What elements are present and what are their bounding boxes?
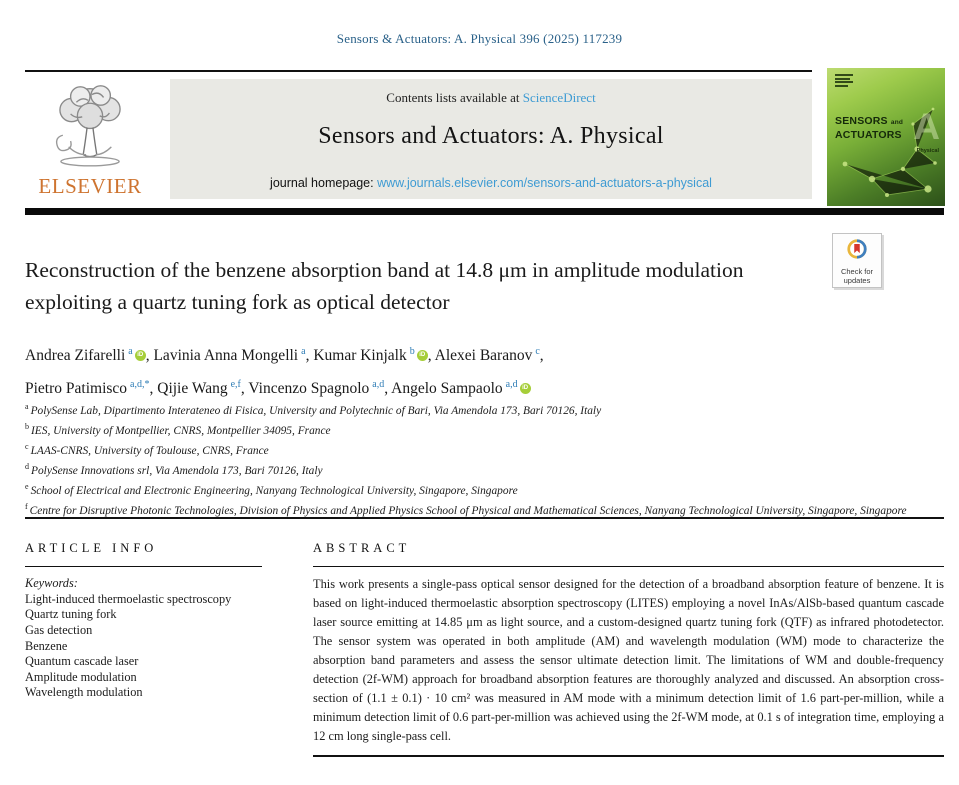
author-affiliation-marker: a bbox=[301, 346, 306, 357]
author-name: Vincenzo Spagnolo bbox=[248, 380, 370, 398]
contents-line bbox=[386, 90, 595, 106]
author-list bbox=[25, 337, 825, 403]
abstract-section bbox=[313, 541, 944, 757]
keyword: Light-induced thermoelastic spectroscopy bbox=[25, 591, 232, 606]
cover-title-line2: ACTUATORS bbox=[835, 129, 902, 141]
info-abstract-section bbox=[25, 541, 944, 757]
author-name: Angelo Sampaolo bbox=[391, 380, 503, 398]
author bbox=[157, 380, 248, 397]
cover-title bbox=[835, 115, 903, 142]
affiliation bbox=[25, 479, 937, 499]
affiliation bbox=[25, 499, 937, 519]
affiliation-text: IES, University of Montpellier, CNRS, Montpellier 34095, France bbox=[31, 424, 331, 437]
journal-title: Sensors and Actuators: A. Physical bbox=[318, 123, 664, 149]
journal-banner bbox=[170, 79, 812, 199]
author-separator: , bbox=[384, 380, 392, 398]
abstract-bottom-rule bbox=[313, 755, 944, 756]
orcid-icon[interactable]: iD bbox=[417, 350, 428, 361]
crossmark-icon bbox=[846, 238, 868, 260]
affiliation-text: Centre for Disruptive Photonic Technologies, Division of Physics and Applied Physics School of Physical and Mathematical Sciences, Nanyang Technological University, Singapore, Singapore bbox=[29, 504, 907, 517]
author-affiliation-marker: c bbox=[535, 346, 540, 357]
article-info-section bbox=[25, 541, 262, 757]
author-name: Qijie Wang bbox=[157, 380, 228, 398]
affiliation bbox=[25, 419, 937, 439]
journal-header bbox=[25, 79, 812, 199]
author-separator: , bbox=[305, 347, 314, 365]
affiliation bbox=[25, 439, 937, 459]
author-affiliation-marker: e,f bbox=[230, 379, 241, 391]
keyword: Quantum cascade laser bbox=[25, 654, 139, 669]
affiliation-text: LAAS-CNRS, University of Toulouse, CNRS, France bbox=[30, 444, 269, 457]
affiliation-text: School of Electrical and Electronic Engineering, Nanyang Technological University, Singapore, Singapore bbox=[30, 484, 518, 497]
cover-subtitle: Physical bbox=[916, 148, 939, 154]
header-top-rule bbox=[25, 70, 812, 72]
orcid-icon[interactable]: iD bbox=[520, 383, 531, 394]
author-separator: , bbox=[427, 347, 435, 365]
elsevier-wordmark: ELSEVIER bbox=[38, 174, 142, 198]
author-separator: , bbox=[149, 380, 158, 398]
orcid-icon[interactable]: iD bbox=[135, 350, 146, 361]
cover-title-line1: SENSORS bbox=[835, 115, 888, 127]
header-divider-bar bbox=[25, 208, 944, 215]
author-name: Pietro Patimisco bbox=[25, 380, 128, 398]
section-top-rule bbox=[25, 517, 944, 519]
author-name: Alexei Baranov bbox=[434, 347, 533, 365]
affiliation bbox=[25, 459, 937, 479]
author-affiliation-marker: b bbox=[409, 346, 415, 357]
affiliation-marker: c bbox=[25, 442, 29, 451]
author bbox=[313, 347, 434, 364]
cover-letter-a: A bbox=[913, 106, 940, 147]
author bbox=[248, 380, 391, 397]
keyword: Amplitude modulation bbox=[25, 669, 137, 684]
author bbox=[25, 380, 157, 397]
author-separator: , bbox=[145, 347, 154, 365]
author bbox=[153, 347, 313, 364]
abstract-heading: ABSTRACT bbox=[313, 541, 411, 555]
author bbox=[435, 347, 544, 364]
affiliation-marker: d bbox=[25, 462, 29, 471]
author-separator: , bbox=[240, 380, 249, 398]
keyword: Wavelength modulation bbox=[25, 685, 143, 700]
author-separator: , bbox=[539, 347, 544, 365]
check-for-updates-badge[interactable] bbox=[832, 233, 882, 288]
badge-label: Check for updates bbox=[840, 267, 874, 285]
keyword: Benzene bbox=[25, 638, 68, 653]
affiliation-list bbox=[25, 399, 937, 519]
authors-line-1 bbox=[25, 337, 825, 370]
affiliation-text: PolySense Lab, Dipartimento Interateneo di Fisica, University and Polytechnic of Bari, Via Amendola 173, Bari 70126, Italy bbox=[30, 404, 602, 417]
affiliation bbox=[25, 399, 937, 419]
author-affiliation-marker: a,d bbox=[505, 379, 518, 391]
homepage-line bbox=[270, 176, 712, 190]
abstract-top-rule bbox=[313, 566, 944, 567]
cover-issn-block bbox=[835, 74, 853, 88]
author bbox=[25, 347, 153, 364]
affiliation-marker: f bbox=[25, 502, 28, 511]
author bbox=[391, 380, 530, 397]
author-affiliation-marker: a,d bbox=[372, 379, 385, 391]
author-name: Lavinia Anna Mongelli bbox=[153, 347, 299, 365]
affiliation-text: PolySense Innovations srl, Via Amendola 173, Bari 70126, Italy bbox=[31, 464, 323, 477]
elsevier-tree-icon bbox=[40, 79, 140, 176]
abstract-text: This work presents a single-pass optical sensor designed for the detection of a broadband absorption feature of benzene. It is based on light-induced thermoelastic absorption spectroscopy (LITES) employing a novel InAs/AlSb-based quantum cascade laser source emitting at 14.85 μm as light source, and a custom-designed quartz tuning fork (QTF) as infrared photodetector. The sensor system was operated in both amplitude (AM) and wavelength modulation (WM) mode to characterize the absorption band parameters and assess the sensor ultimate detection limit. The limitations of WM and double-frequency detection (2f-WM) approach for broadband absorption features are thoroughly analyzed and discussed. An absorption cross-section of (1.1 ± 0.1) · 10 cm² was measured in AM mode with a minimum detection limit of 1.6 part-per-million, while a minimum detection limit of 0.6 part-per-million was achieved using the 2f-WM mode, at 0.1 s of integration time, employing a 12 cm long single-pass cell. bbox=[313, 577, 944, 744]
author-affiliation-marker: a bbox=[128, 346, 133, 357]
article-info-rule bbox=[25, 566, 262, 567]
journal-citation-link[interactable]: Sensors & Actuators: A. Physical 396 (2025) 117239 bbox=[336, 31, 623, 46]
keywords-label: Keywords: bbox=[25, 576, 78, 591]
author-name: Kumar Kinjalk bbox=[313, 347, 407, 365]
article-title: Reconstruction of the benzene absorption band at 14.8 μm in amplitude modulation exploiting a quartz tuning fork as optical detector bbox=[25, 258, 744, 314]
author-affiliation-marker: a,d,* bbox=[130, 379, 150, 391]
keyword: Quartz tuning fork bbox=[25, 607, 117, 622]
journal-homepage-link[interactable]: www.journals.elsevier.com/sensors-and-actuators-a-physical bbox=[377, 176, 712, 190]
sciencedirect-link[interactable]: ScienceDirect bbox=[522, 90, 596, 105]
affiliation-marker: a bbox=[25, 402, 29, 411]
journal-cover-thumbnail[interactable] bbox=[827, 68, 945, 206]
article-info-heading: ARTICLE INFO bbox=[25, 541, 158, 555]
author-name: Andrea Zifarelli bbox=[25, 347, 126, 365]
keyword: Gas detection bbox=[25, 623, 93, 638]
elsevier-logo[interactable] bbox=[25, 79, 155, 199]
affiliation-marker: b bbox=[25, 422, 29, 431]
affiliation-marker: e bbox=[25, 482, 29, 491]
cover-title-and: and bbox=[890, 119, 904, 126]
homepage-label: journal homepage: bbox=[270, 176, 378, 190]
contents-prefix: Contents lists available at bbox=[386, 90, 523, 105]
